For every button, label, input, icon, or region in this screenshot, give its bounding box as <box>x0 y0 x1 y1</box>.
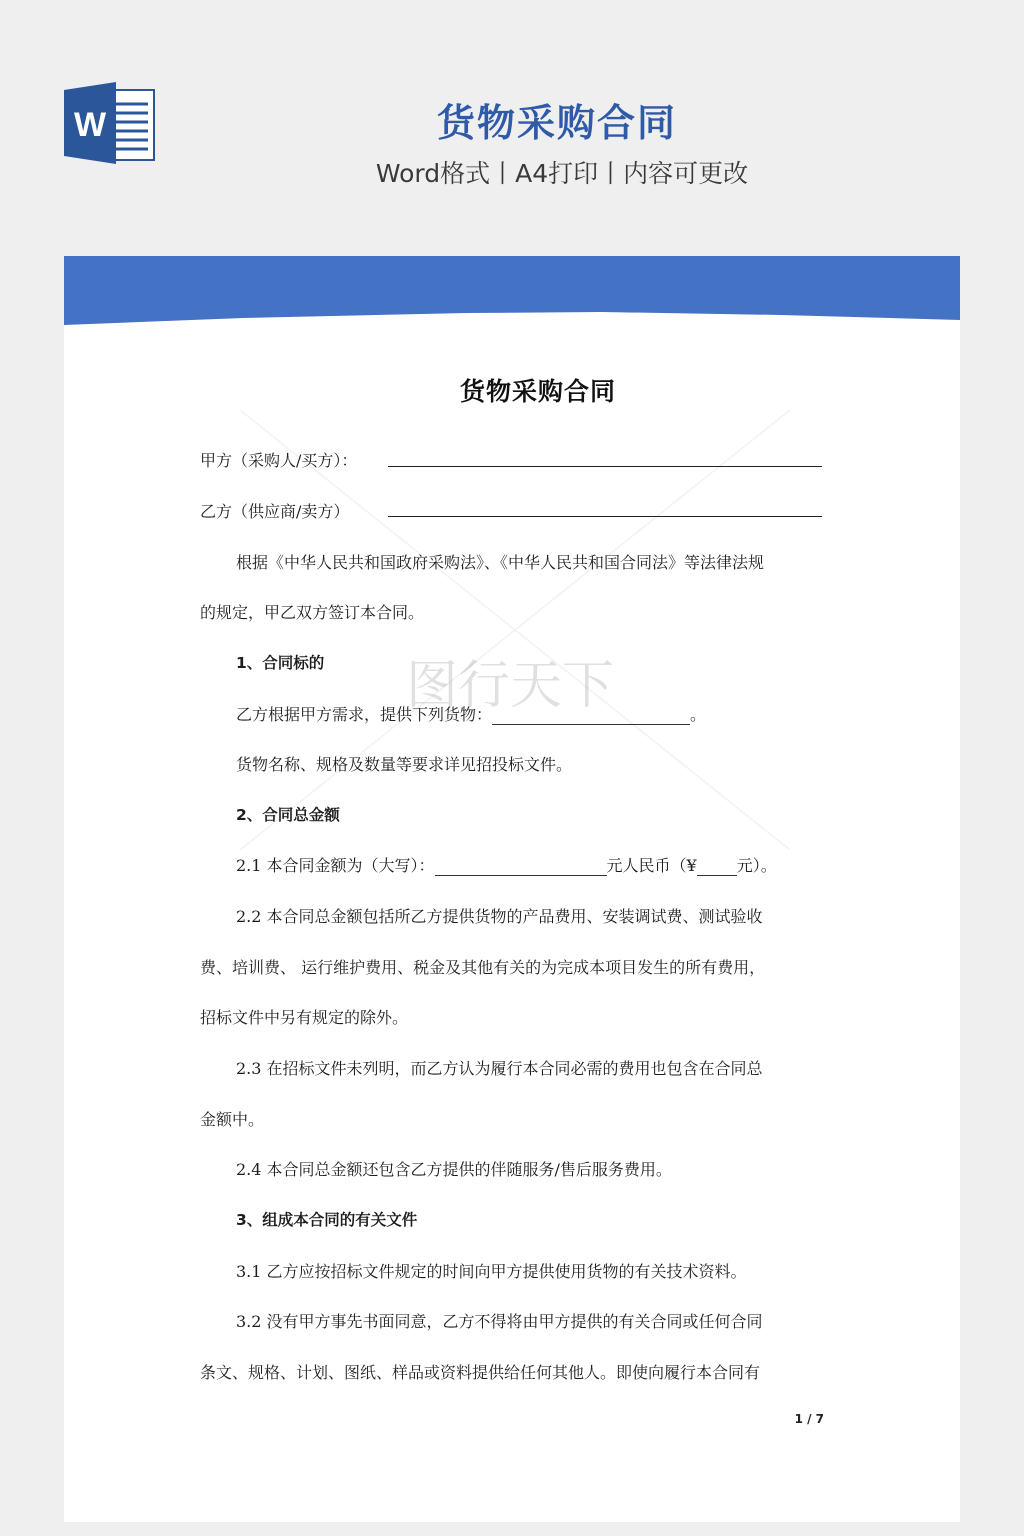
s3-2-line-1: 3.2 没有甲方事先书面同意，乙方不得将由甲方提供的有关合同或任何合同 <box>236 1312 763 1331</box>
page-title: 货物采购合同 <box>436 101 677 145</box>
s1-line-1-prefix: 乙方根据甲方需求，提供下列货物： <box>236 705 493 724</box>
s1-line-2: 货物名称、规格及数量等要求详见招投标文件。 <box>236 755 573 774</box>
amount-words-field[interactable] <box>435 857 607 876</box>
section-2-heading: 2、合同总金额 <box>236 806 340 824</box>
watermark-text: 图行天下 <box>405 656 615 716</box>
s2-3-line-1: 2.3 在招标文件未列明，而乙方认为履行本合同必需的费用也包含在合同总 <box>236 1059 763 1078</box>
page-number: 1 / 7 <box>794 1412 824 1426</box>
word-logo-letter: W <box>73 106 107 144</box>
goods-blank-field[interactable] <box>492 706 690 725</box>
document-title: 货物采购合同 <box>459 377 616 406</box>
s3-2-line-2: 条文、规格、计划、图纸、样品或资料提供给任何其他人。即使向履行本合同有 <box>200 1363 761 1382</box>
s2-1-line <box>236 853 876 876</box>
s2-1-middle: 元人民币（¥ <box>606 856 697 875</box>
s2-1-prefix: 2.1 本合同金额为（大写）： <box>236 856 435 875</box>
s1-line-1 <box>236 702 876 725</box>
s2-2-line-2: 费、培训费、 运行维护费用、税金及其他有关的为完成本项目发生的所有费用， <box>200 958 766 977</box>
s2-1-suffix: 元）。 <box>736 856 777 875</box>
s3-1-line-1: 3.1 乙方应按招标文件规定的时间向甲方提供使用货物的有关技术资料。 <box>236 1262 747 1281</box>
section-1-heading: 1、合同标的 <box>236 654 325 672</box>
intro-line-2: 的规定，甲乙双方签订本合同。 <box>200 603 425 622</box>
s2-4-line-1: 2.4 本合同总金额还包含乙方提供的伴随服务/售后服务费用。 <box>236 1160 672 1179</box>
s2-2-line-1: 2.2 本合同总金额包括所乙方提供货物的产品费用、安装调试费、测试验收 <box>236 907 763 926</box>
party-b-field[interactable] <box>388 516 822 517</box>
party-a-label: 甲方（采购人/买方）： <box>200 451 358 470</box>
amount-figures-field[interactable] <box>697 857 737 876</box>
page-subtitle: Word格式丨A4打印丨内容可更改 <box>375 159 749 188</box>
watermark-diagonal-lines <box>240 410 790 850</box>
party-b-label: 乙方（供应商/卖方） <box>200 502 350 521</box>
party-a-field[interactable] <box>388 466 822 467</box>
s2-2-line-3: 招标文件中另有规定的除外。 <box>200 1008 409 1027</box>
intro-line-1: 根据《中华人民共和国政府采购法》、《中华人民共和国合同法》等法律法规 <box>236 553 765 572</box>
s2-3-line-2: 金额中。 <box>200 1110 265 1129</box>
s1-line-1-suffix: 。 <box>690 705 707 724</box>
section-3-heading: 3、组成本合同的有关文件 <box>236 1211 418 1229</box>
